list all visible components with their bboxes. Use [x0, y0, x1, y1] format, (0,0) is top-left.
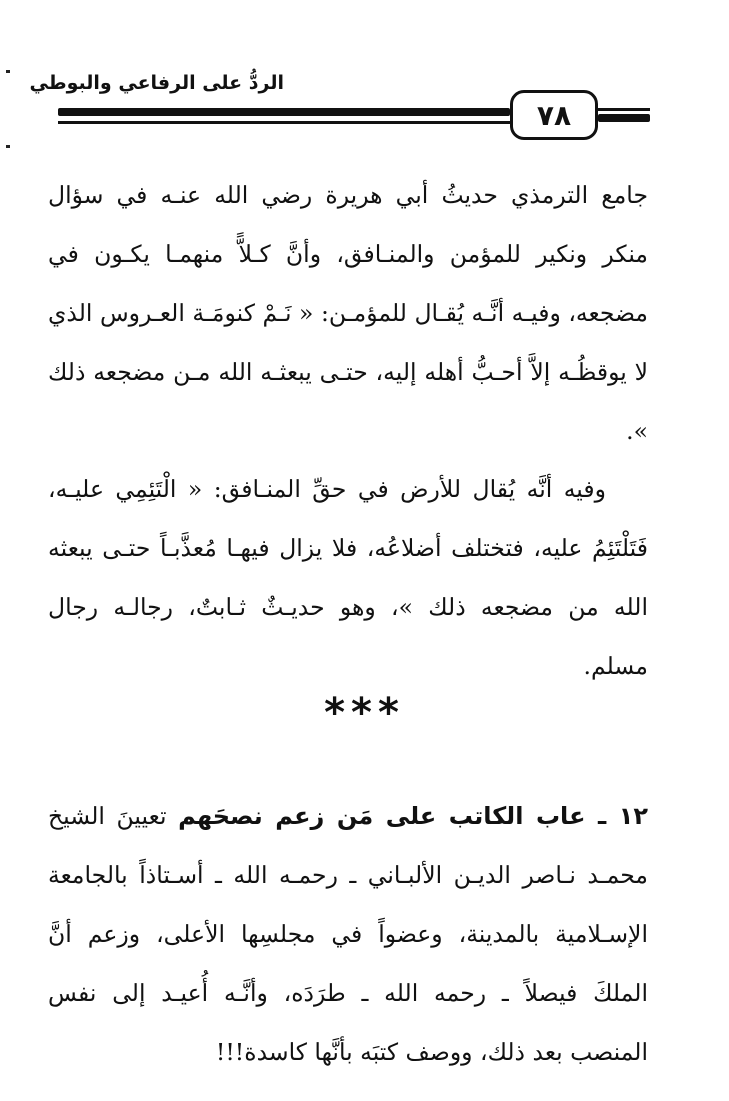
- section-heading: ١٢ ـ عاب الكاتب على مَن زعم نصحَهم: [178, 802, 649, 830]
- body-paragraph-1: [48, 166, 648, 461]
- header-rule-right-thin: [598, 108, 650, 111]
- page-number: ٧٨: [510, 90, 598, 140]
- page-header: [0, 0, 729, 160]
- header-rule-thick: [58, 108, 510, 116]
- paragraph-text: وفيه أنَّه يُقال للأرض في حقِّ المنـافق: « الْتَئِمِي عليـه، فَتَلْتَئِمُ عليه، فتختلف أضلاعُه، فلا يزال فيهـا مُعذَّبـاً حتـى يبعثه الله من مضجعه ذلك »، وهو حديـثٌ ثـابتٌ، رجالـه رجال مسلم.: [48, 475, 648, 680]
- margin-mark: [6, 145, 10, 148]
- running-title: الردُّ على الرفاعي والبوطي: [29, 72, 284, 94]
- section-text: تعيينَ الشيخ محمـد نـاصر الديـن الألبـاني ـ رحمـه الله ـ أسـتاذاً بالجامعة الإسـلامية بالمدينة، وعضواً في مجلسِها الأعلى، وزعم أنَّ الملكَ فيصلاً ـ رحمه الله ـ طرَدَه، وأنَّـه أُعيـد إلى نفس المنصب بعد ذلك، ووصف كتبَه بأنَّها كاسدة!!!: [48, 802, 648, 1066]
- header-rule-right-thick: [598, 114, 650, 122]
- section-12: [48, 787, 648, 1082]
- paragraph-text: جامع الترمذي حديثُ أبي هريرة رضي الله عنـه في سؤال منكر ونكير للمؤمن والمنـافق، وأنَّ كـلاًّ منهمـا يكـون في مضجعه، وفيـه أنَّـه يُقـال للمؤمـن: « نَـمْ كنومَـة العـروس الذي لا يوقظُـه إلاَّ أحـبُّ أهله إليه، حتـى يبعثـه الله مـن مضجعه ذلك ».: [48, 181, 648, 445]
- section-separator: ***: [324, 690, 405, 736]
- header-rule-thin: [58, 121, 510, 124]
- body-paragraph-2: [48, 460, 648, 696]
- section-paragraph: [48, 787, 648, 1082]
- margin-mark: [6, 70, 10, 73]
